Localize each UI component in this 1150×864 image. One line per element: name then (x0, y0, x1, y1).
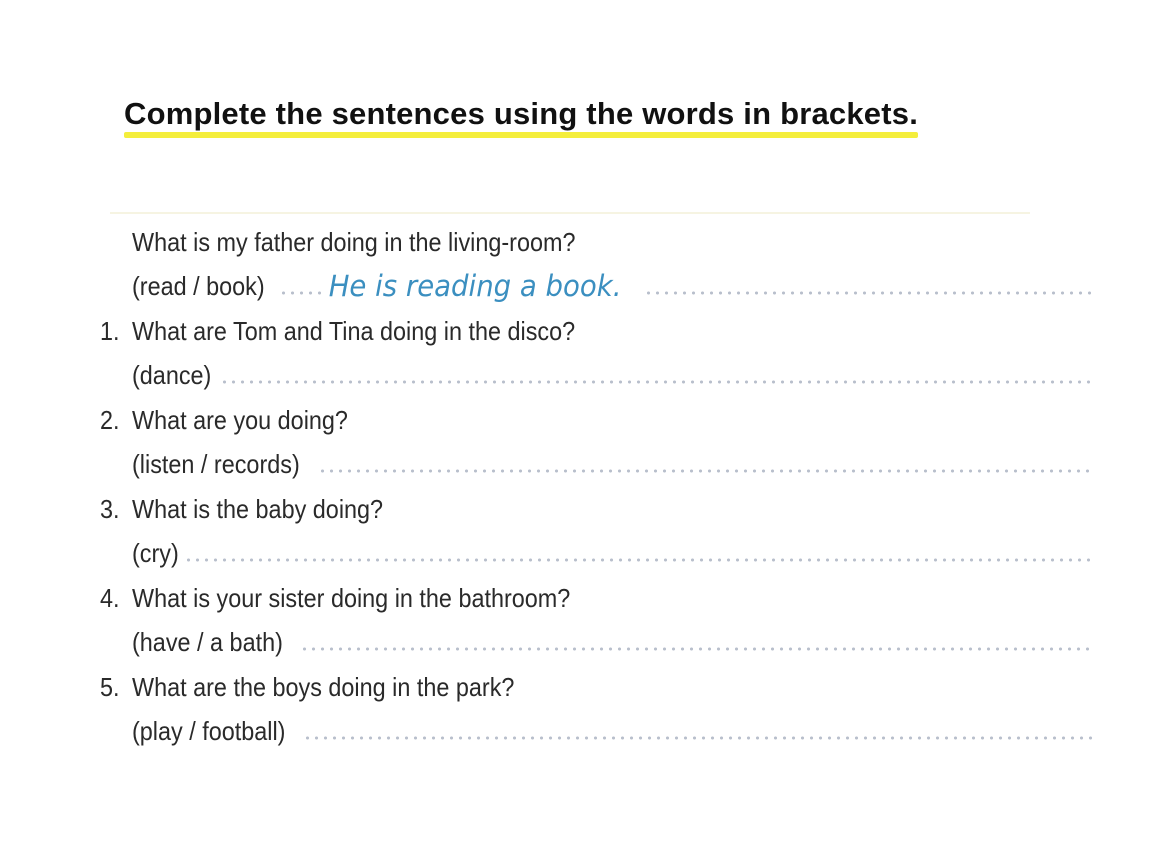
item-prompt: (play / football) (132, 716, 286, 746)
item-number: 3. (100, 494, 120, 524)
item-question: What are Tom and Tina doing in the disco? (132, 316, 576, 346)
example-answer-row (132, 266, 1092, 306)
exercise-item (0, 311, 1150, 400)
divider (110, 212, 1030, 214)
exercise-item (0, 400, 1150, 489)
exercise-item (0, 667, 1150, 756)
instruction-heading (124, 92, 918, 136)
answer-dots (644, 291, 1092, 295)
item-prompt: (cry) (132, 538, 179, 568)
answer-row (132, 533, 1092, 573)
item-prompt: (have / a bath) (132, 627, 283, 657)
answer-row (132, 355, 1092, 395)
item-question: What are the boys doing in the park? (132, 672, 515, 702)
answer-row (132, 444, 1092, 484)
item-prompt: (dance) (132, 360, 212, 390)
item-prompt: (listen / records) (132, 449, 300, 479)
exercise-item (0, 489, 1150, 578)
example-item (0, 222, 1150, 311)
example-question: What is my father doing in the living-room? (132, 227, 576, 257)
answer-row (132, 711, 1092, 751)
item-question: What is the baby doing? (132, 494, 384, 524)
example-prompt: (read / book) (132, 271, 265, 301)
item-question: What is your sister doing in the bathroom? (132, 583, 571, 613)
answer-dots (279, 291, 323, 295)
answer-blank[interactable] (300, 647, 1092, 651)
item-question: What are you doing? (132, 405, 348, 435)
answer-blank[interactable] (318, 469, 1092, 473)
answer-blank[interactable] (220, 380, 1092, 384)
item-number: 2. (100, 405, 120, 435)
item-number: 1. (100, 316, 120, 346)
answer-row (132, 622, 1092, 662)
item-number: 5. (100, 672, 120, 702)
instruction-text: Complete the sentences using the words in brackets. (124, 96, 919, 131)
highlight-underline (124, 132, 918, 138)
answer-blank[interactable] (303, 736, 1092, 740)
exercise-item (0, 578, 1150, 667)
answer-blank[interactable] (184, 558, 1092, 562)
example-answer: He is reading a book. (329, 269, 622, 303)
item-number: 4. (100, 583, 120, 613)
exercise-list (0, 222, 1150, 756)
